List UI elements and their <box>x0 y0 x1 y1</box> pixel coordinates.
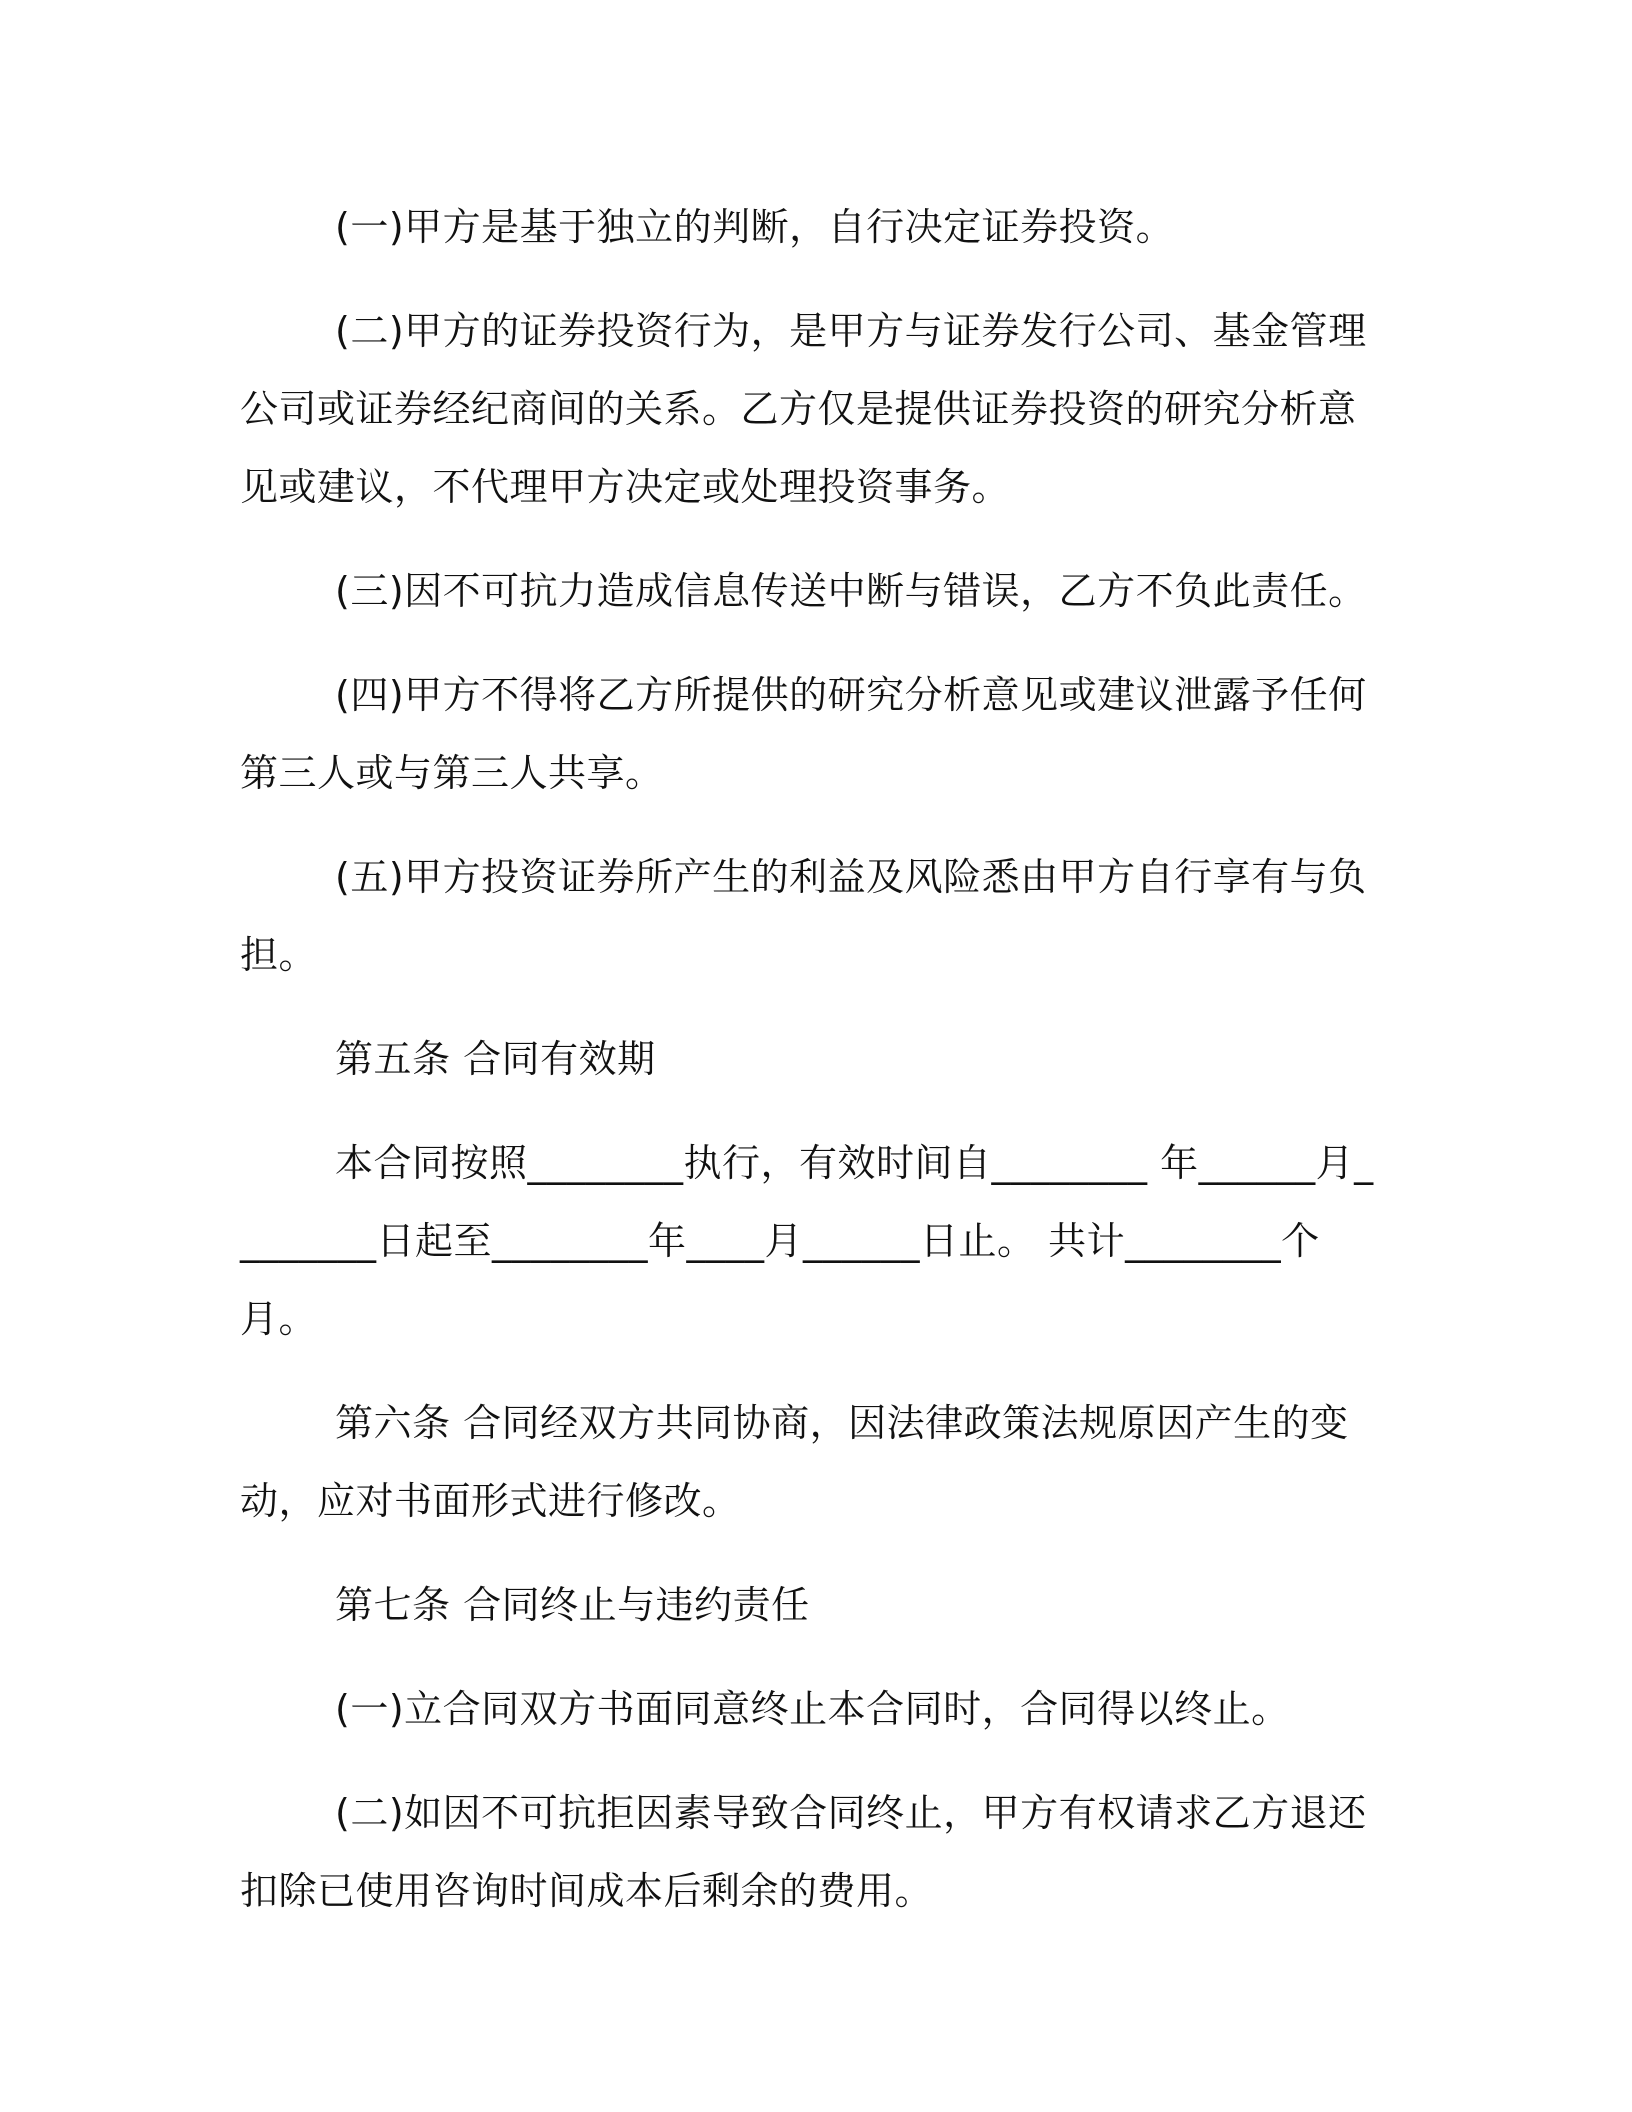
clause-paragraph: (五)甲方投资证券所产生的利益及风险悉由甲方自行享有与负担。 <box>240 855 1367 977</box>
clause-paragraph: (一)立合同双方书面同意终止本合同时，合同得以终止。 <box>335 1687 1290 1731</box>
clause-paragraph: (二)如因不可抗拒因素导致合同终止，甲方有权请求乙方退还扣除已使用咨询时间成本后剩余的费用。 <box>240 1791 1367 1913</box>
clause-paragraph: (二)甲方的证券投资行为，是甲方与证券发行公司、基金管理公司或证券经纪商间的关系。乙方仅是提供证券投资的研究分析意见或建议，不代理甲方决定或处理投资事务。 <box>240 309 1367 509</box>
validity-period-paragraph: 本合同按照________执行，有效时间自________ 年______月________日起至________年____月______日止。 共计________个月。 <box>240 1141 1374 1341</box>
clause-paragraph: (一)甲方是基于独立的判断，自行决定证券投资。 <box>335 205 1175 249</box>
clause-paragraph: (三)因不可抗力造成信息传送中断与错误，乙方不负此责任。 <box>335 569 1367 613</box>
clause-paragraph: (四)甲方不得将乙方所提供的研究分析意见或建议泄露予任何第三人或与第三人共享。 <box>240 673 1367 795</box>
article-heading: 第五条 合同有效期 <box>335 1037 656 1081</box>
article-heading: 第七条 合同终止与违约责任 <box>335 1583 810 1627</box>
article-paragraph: 第六条 合同经双方共同协商，因法律政策法规原因产生的变动，应对书面形式进行修改。 <box>240 1401 1349 1523</box>
document-page <box>240 188 1380 1956</box>
